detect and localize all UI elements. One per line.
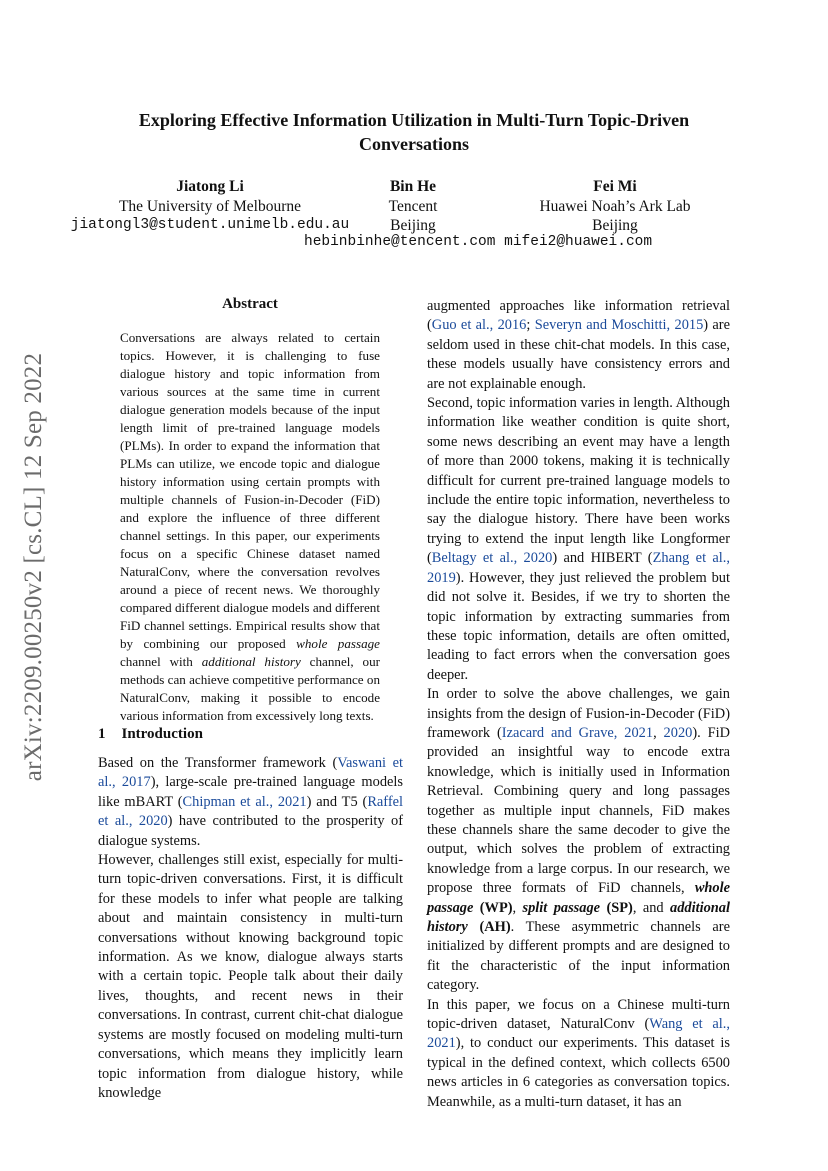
author-affiliation: Huawei Noah’s Ark Lab: [539, 197, 691, 215]
text-span: ) and HIBERT (: [552, 550, 653, 567]
text-span: ,: [653, 724, 664, 741]
abstract-span: Conversations are always related to certain topics. However, it is challenging to fuse dialogue history and topic information from various sources at the same time in current dialogue generation models because of the input length limit of pre-trained language models (PLMs). In order to expand the information that PLMs can utilize, we encode topic and dialogue history information using certain prompts with multiple channels of Fusion-in-Decoder (FiD) and explore the influence of three different channel settings. In this paper, our experiments focus on a specific Chinese dataset named NaturalConv, where the conversation revolves around a piece of recent news. We thoroughly compared different dialogue models and different FiD channel settings. Empirical results show that by combining our proposed: [120, 330, 380, 651]
channel-term: additional history: [427, 899, 730, 935]
author-block-2: [363, 177, 463, 236]
paragraph: [427, 685, 730, 996]
citation-link[interactable]: Chipman et al., 2021: [182, 793, 307, 810]
author-emails-row: [304, 234, 652, 250]
text-span: ,: [512, 899, 523, 916]
citation-link[interactable]: Zhang et al., 2019: [427, 550, 730, 586]
channel-term: split passage: [522, 899, 601, 916]
text-span: ;: [526, 317, 535, 334]
text-span: ) are seldom used in these chit-chat models. In this case, these models usually have consistency errors and are not explainable enough.: [427, 317, 730, 392]
abstract-emphasis: whole passage: [296, 636, 380, 651]
author-affiliation: Tencent: [388, 197, 438, 215]
text-span: Second, topic information varies in length. Although information like weather condition is quite short, some news describing an event may have a length of more than 2000 tokens, making it is technically difficult for current pre-trained language models to include the entire topic information, nevertheless to say the dialogue history. There have been works trying to extend the input length like Longformer (: [427, 395, 730, 567]
author-block-1: [50, 177, 370, 236]
text-span: ), large-scale pre-trained language models like mBART (: [98, 774, 404, 810]
abstract-span: channel, our methods can achieve competitive performance on NaturalConv, making it possible to encode various information from excessively long texts.: [120, 654, 380, 723]
citation-link[interactable]: 2020: [663, 724, 693, 741]
citation-link[interactable]: Severyn and Moschitti, 2015: [534, 317, 704, 334]
author-name: Fei Mi: [593, 178, 637, 195]
author-location: Beijing: [592, 217, 638, 234]
arxiv-sidebar: [14, 352, 54, 782]
citation-link[interactable]: Izacard and Grave, 2021: [501, 724, 654, 741]
body-column-left: [98, 754, 403, 1103]
author-email: jiatongl3@student.unimelb.edu.au: [70, 217, 350, 233]
citation-link[interactable]: Vaswani et al., 2017: [98, 755, 403, 791]
paragraph: However, challenges still exist, especially for multi-turn topic-driven conversations. First, it is difficult for these models to infer what people are talking about and maintain consistency in multi-turn conversations without knowing background topic information. As we know, dialogue always starts with a certain topic. People talk about their daily lives, thoughts, and recent news in their conversations. In contrast, current chit-chat dialogue systems are mostly focused on modeling multi-turn conversations, which means they implicitly learn topic information from dialogue history, while knowledge: [98, 852, 403, 1101]
author-location: Beijing: [390, 217, 436, 234]
paragraph: [98, 754, 403, 851]
abstract-emphasis: additional history: [201, 654, 301, 669]
text-span: , and: [632, 899, 670, 916]
paragraph: [427, 394, 730, 685]
author-name: Bin He: [389, 178, 437, 195]
channel-abbr: (AH): [479, 919, 511, 935]
paragraph: [427, 297, 730, 394]
text-span: ), to conduct our experiments. This dataset is typical in the defined context, which collects 6500 news articles in 6 categories as conversation topics. Meanwhile, as a multi-turn dataset, it has an: [427, 1035, 730, 1110]
author-email: hebinbinhe@tencent.com: [304, 234, 496, 250]
author-affiliation: The University of Melbourne: [118, 197, 302, 215]
abstract-span: channel with: [120, 654, 202, 669]
author-block-3: [520, 177, 710, 236]
citation-link[interactable]: Raffel et al., 2020: [98, 793, 404, 830]
citation-link[interactable]: Guo et al., 2016: [431, 317, 527, 334]
text-span: . These asymmetric channels are initialized by different prompts and are designed to fit the characteristic of the input information category.: [427, 919, 730, 994]
channel-abbr: (WP): [479, 899, 513, 916]
channel-abbr: (SP): [606, 899, 633, 916]
text-span: ) have contributed to the prosperity of dialogue systems.: [98, 813, 403, 849]
abstract-heading: Abstract: [222, 296, 278, 312]
text-span: augmented approaches like information retrieval (: [427, 298, 730, 334]
citation-link[interactable]: Beltagy et al., 2020: [431, 550, 553, 567]
paragraph: [427, 996, 730, 1112]
arxiv-stamp: arXiv:2209.00250v2 [cs.CL] 12 Sep 2022: [20, 352, 47, 782]
author-email: mifei2@huawei.com: [504, 234, 653, 250]
body-column-right: [427, 297, 730, 1112]
text-span: ). However, they just relieved the problem but did not solve it. Besides, if we try to shorten the topic information by extracting summaries from these topic information, details are often omitted, leading to fact errors when the conversation goes deeper.: [427, 569, 730, 683]
text-span: ) and T5 (: [306, 793, 368, 810]
text-span: In this paper, we focus on a Chinese multi-turn topic-driven dataset, NaturalConv (: [427, 996, 730, 1033]
abstract-text: [120, 329, 380, 725]
section-number: 1: [98, 726, 106, 742]
text-span: Based on the Transformer framework (: [98, 755, 338, 771]
section-title: Introduction: [121, 726, 203, 742]
author-name: Jiatong Li: [176, 178, 244, 195]
citation-link[interactable]: Wang et al., 2021: [427, 1016, 730, 1052]
text-span: In order to solve the above challenges, we gain insights from the design of Fusion-in-Decoder (FiD) framework (: [427, 686, 730, 741]
text-span: ). FiD provided an insightful way to encode extra knowledge, which is initially used in Information Retrieval. Combining query and long passages together as multiple input channels, FiD makes these channels share the same decoder to give the output, which solves the problem of extracting knowledge from a large corpus. In our research, we propose three formats of FiD channels,: [427, 724, 730, 897]
section-heading-introduction: [98, 726, 203, 743]
channel-term: whole passage: [427, 880, 730, 916]
paper-title: Exploring Effective Information Utilization in Multi-Turn Topic-Driven Conversations: [138, 110, 690, 154]
